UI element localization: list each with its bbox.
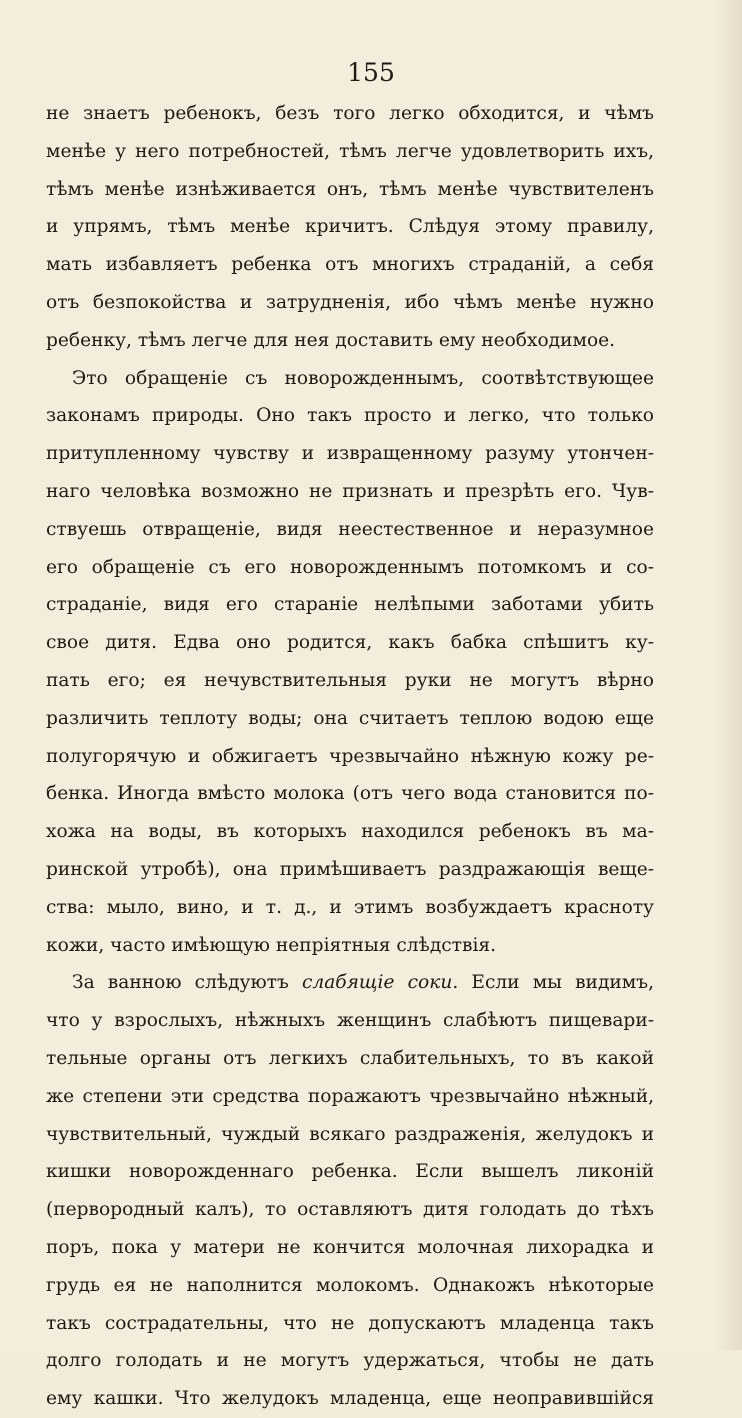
text-line: бенка. Иногда вмѣсто молока (отъ чего вода становится по- [46, 783, 654, 805]
text-line: полугорячую и обжигаетъ чрезвычайно нѣжную кожу ре- [46, 745, 654, 767]
text-line: различить теплоту воды; она считаетъ теплою водою еще [46, 707, 654, 729]
text-line: пать его; ея нечувствительныя руки не могутъ вѣрно [46, 669, 654, 691]
text-line: и упрямъ, тѣмъ менѣе кричитъ. Слѣдуя этому правилу, [46, 216, 654, 238]
text-line: ствуешь отвращеніе, видя неестественное и неразумное [46, 518, 654, 540]
body-text [46, 95, 654, 1418]
text-line: свое дитя. Едва оно родится, какъ бабка спѣшитъ ку- [46, 632, 654, 654]
text-line: долго голодать и не могутъ удержаться, чтобы не дать [46, 1350, 654, 1372]
text-line: тельные органы отъ легкихъ слабительныхъ, то въ какой [46, 1047, 654, 1069]
text-line: ринской утробѣ), она примѣшиваетъ раздражающія веще- [46, 858, 654, 880]
text-line: чувствительный, чуждый всякаго раздраженія, желудокъ и [46, 1123, 654, 1145]
text-line: ему кашки. Что желудокъ младенца, еще неоправившійся [46, 1388, 654, 1410]
text-line: тѣмъ менѣе изнѣживается онъ, тѣмъ менѣе чувствителенъ [46, 178, 654, 200]
text-line: поръ, пока у матери не кончится молочная лихорадка и [46, 1236, 654, 1258]
text-segment: Если мы видимъ, [458, 972, 654, 994]
text-line: (первородный калъ), то оставляютъ дитя голодать до тѣхъ [46, 1199, 654, 1221]
page-number: 155 [347, 58, 395, 87]
text-line: не знаетъ ребенокъ, безъ того легко обходится, и чѣмъ [46, 103, 654, 124]
text-segment: За ванною слѣдуютъ [72, 972, 302, 994]
text-line: притупленному чувству и извращенному разуму утончен- [46, 443, 654, 465]
text-line: такъ сострадательны, что не допускаютъ младенца такъ [46, 1312, 654, 1334]
text-line: отъ безпокойства и затрудненія, ибо чѣмъ менѣе нужно [46, 291, 654, 313]
text-line: страданіе, видя его стараніе нелѣпыми заботами убить [46, 594, 654, 616]
text-line [46, 964, 654, 1002]
text-line: ства: мыло, вино, и т. д., и этимъ возбуждаетъ красноту [46, 896, 654, 918]
page-edge-shadow [714, 0, 742, 1350]
text-line: менѣе у него потребностей, тѣмъ легче удовлетворить ихъ, [46, 140, 654, 162]
text-line: Это обращеніе съ новорожденнымъ, соотвѣтствующее [72, 367, 654, 389]
text-line: ребенку, тѣмъ легче для нея доставить ему необходимое. [46, 329, 616, 351]
text-line: хожа на воды, въ которыхъ находился ребенокъ въ ма- [46, 821, 654, 843]
text-line: наго человѣка возможно не признать и презрѣть его. Чув- [46, 480, 654, 502]
emphasized-text: слабящіе соки. [301, 972, 459, 994]
text-line: же степени эти средства поражаютъ чрезвычайно нѣжный, [46, 1085, 654, 1107]
text-line: кожи, часто имѣющую непріятныя слѣдствія. [46, 934, 497, 956]
text-line: грудь ея не наполнится молокомъ. Однакожъ нѣкоторые [46, 1274, 654, 1296]
text-line: его обращеніе съ его новорожденнымъ потомкомъ и со- [46, 556, 654, 578]
text-line: что у взрослыхъ, нѣжныхъ женщинъ слабѣютъ пищевари- [46, 1010, 654, 1032]
text-line: законамъ природы. Оно такъ просто и легко, что только [46, 405, 654, 427]
text-line: мать избавляетъ ребенка отъ многихъ страданій, а себя [46, 254, 654, 276]
text-line: кишки новорожденнаго ребенка. Если вышелъ ликоній [46, 1161, 654, 1183]
